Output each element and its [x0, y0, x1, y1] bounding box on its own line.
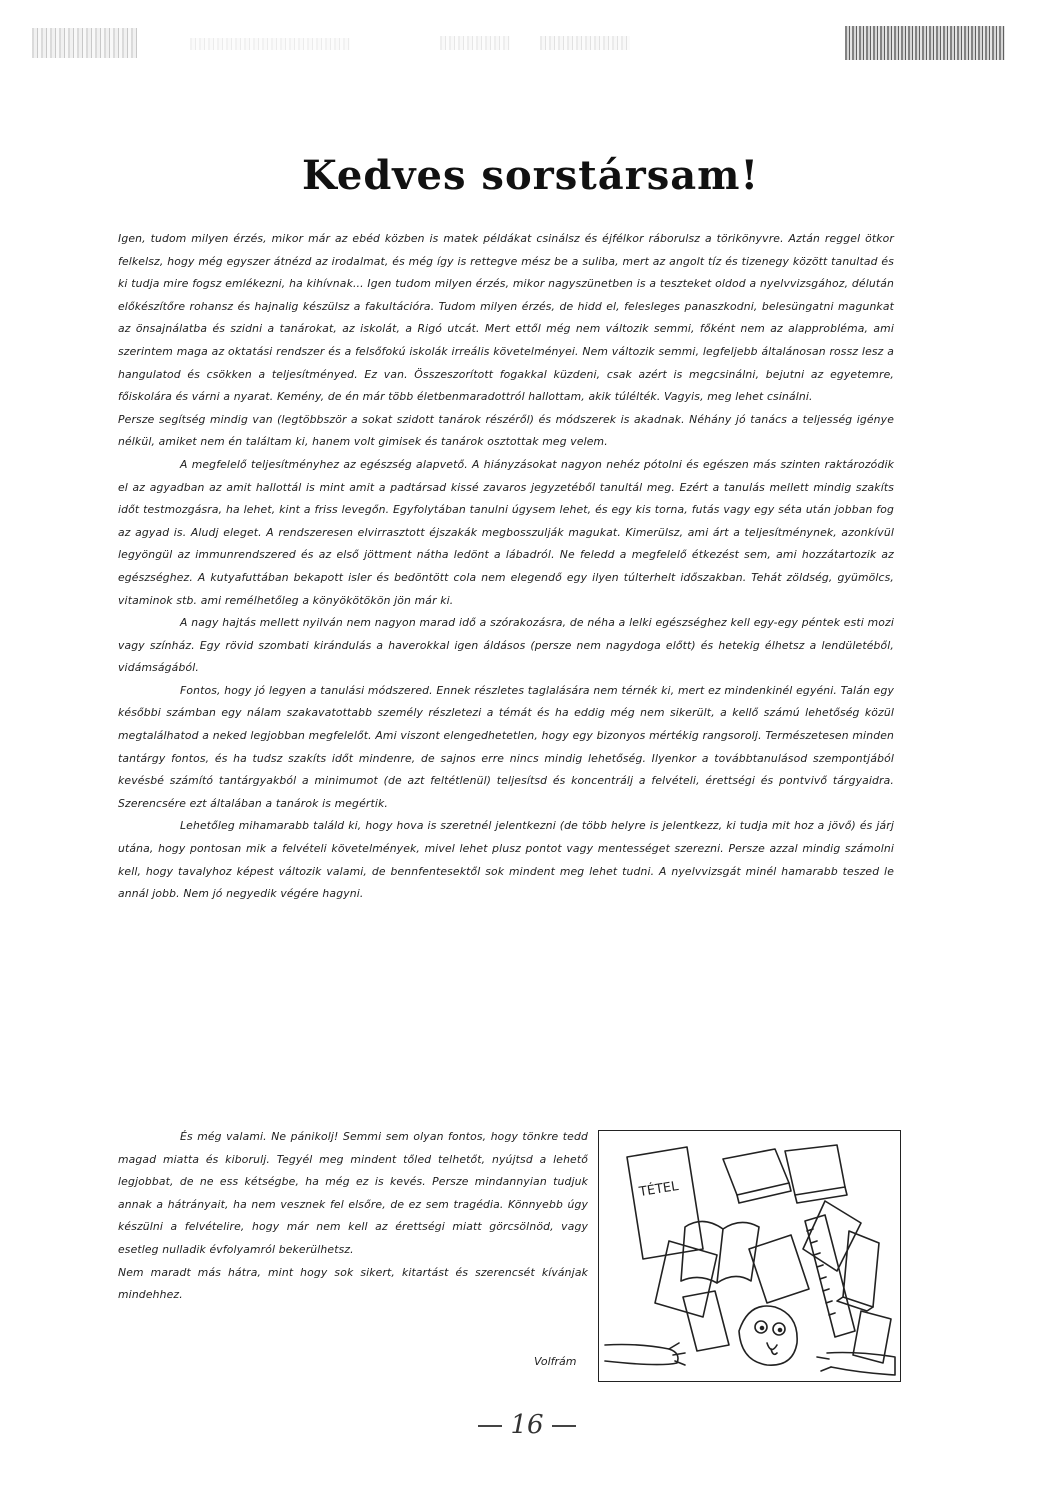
closing-section [118, 1126, 588, 1307]
article-paragraph: Igen, tudom milyen érzés, mikor már az ebéd közben is matek példákat csinálsz és éjfélkor ráborulsz a törikönyvre. Aztán reggel ötkor felkelsz, hogy még egyszer átnézd az irodalmat, és még így is rettegve mész be a suliba, mert az angolt tíz és tizenegy között tanultad és ki tudja mire fogsz emlékezni, ha kihívnak... Igen tudom milyen érzés, mikor nagyszünetben is a teszteket oldod a nyelvvizsgához, délután előkészítőre rohansz és hajnalig készülsz a fakultációra. Tudom milyen érzés, de hidd el, felesleges panaszkodni, belesüngatni magunkat az önsajnálatba és szidni a tanárokat, az iskolát, a Rigó utcát. Mert ettől még nem változik semmi, főként nem az alapprobléma, ami szerintem maga az oktatási rendszer és a felsőfokú iskolák irreális követelményei. Nem változik semmi, legfeljebb általánosan rossz lesz a hangulatod és csökken a teljesítményed. Ez van. Összeszorított fogakkal küzdeni, csak azért is megcsinálni, bejutni az egyetemre, főiskolára és várni a nyarat. Kemény, de én már több életbenmaradottról hallottam, akik túlélték. Vagyis, meg lehet csinálni. [118, 232, 894, 404]
scan-artifact [440, 36, 510, 50]
dash-decoration [478, 1425, 502, 1427]
scan-artifact [845, 26, 1005, 60]
cartoon-illustration [598, 1130, 901, 1382]
scan-artifact [32, 28, 137, 58]
page-number: 16 [510, 1410, 544, 1440]
article-paragraph: A nagy hajtás mellett nyilván nem nagyon marad idő a szórakozásra, de néha a lelki egészséghez kell egy-egy péntek esti mozi vagy színház. Egy rövid szombati kirándulás a haverokkal igen áldásos (persze nem nagydoga előtt) és hetekig élhetsz a lendületéből, vidámságából. [118, 616, 894, 675]
article-body [118, 228, 894, 906]
tetel-label: TÉTEL [638, 1179, 680, 1201]
scan-artifact [540, 36, 630, 50]
scan-artifact [190, 38, 350, 50]
tetel-paper [627, 1147, 703, 1259]
article-paragraph: A megfelelő teljesítményhez az egészség alapvető. A hiányzásokat nagyon nehéz pótolni és egészen más szinten raktározódik el az agyadban az amit hallottál is mint amit a padtársad kissé zavaros jegyzetéből tanultál meg. Ezért a tanulás mellett mindig szakíts időt testmozgásra, ha lehet, kint a friss levegőn. Egyfolytában tanulni úgysem lehet, és egy kis torna, futás vagy egy séta után jobban fog az agyad is. Aludj eleget. A rendszeresen elvirrasztott éjszakák megbosszulják magukat. Kimerülsz, ami árt a teljesítménynek, azonkívül legyöngül az immunrendszered és az első jöttment nátha ledönt a lábadról. Ne feledd a megfelelő étkezést sem, ami hozzátartozik az egészséghez. A kutyafuttában bekapott isler és bedöntött cola nem elegendő egy ilyen túlterhelt időszakban. Tehát zöldség, gyümölcs, vitaminok stb. ami remélhetőleg a könyökötökön jön már ki. [118, 457, 894, 607]
author-signature: Volfrám [534, 1355, 577, 1368]
stressed-student-books-drawing [599, 1131, 899, 1380]
article-paragraph: Fontos, hogy jó legyen a tanulási módszered. Ennek részletes taglalására nem térnék ki, mert ez mindenkinél egyéni. Talán egy későbbi számban egy nálam szakavatottabb személy részletezi a témát és ha eddig még nem sikerült, a kellő számú lehetőség közül megtalálhatod a neked legjobban megfelelőt. Ami viszont elengedhetetlen, hogy egy bizonyos mértékig rangsorolj. Természetesen minden tantárgy fontos, és ha tudsz szakíts időt mindenre, de sajnos erre nincs mindig lehetőség. Ilyenkor a továbbtanulásod szempontjából kevésbé számító tantárgyakból a minimumot (de azt feltétlenül) teljesítsd és koncentrálj a felvételi, érettségi és pontvivő tárgyaidra. Szerencsére ezt általában a tanárok is megértik. [118, 683, 894, 810]
page-title: Kedves sorstársam! [301, 152, 760, 199]
dash-decoration [552, 1425, 576, 1427]
closing-paragraph: És még valami. Ne pánikolj! Semmi sem olyan fontos, hogy tönkre tedd magad miatta és kiborulj. Tegyél meg mindent tőled telhetőt, nyújtsd a lehető legjobbat, de ne ess kétségbe, ha még ez is kevés. Persze mindannyian tudjuk annak a hátrányait, ha nem vesznek fel elsőre, de ez sem tragédia. Könnyebb úgy készülni a felvételire, hogy már nem kell az érettségi miatt görcsölnöd, vagy esetleg nulladik évfolyamról bekerülhetsz. [118, 1130, 588, 1256]
article-paragraph: Persze segítség mindig van (legtöbbször a sokat szidott tanárok részéről) és módszerek is akadnak. Néhány jó tanács a teljesség igénye nélkül, amiket nem én találtam ki, hanem volt gimisek és tanárok osztottak meg velem. [118, 412, 894, 449]
page-number-area [462, 1410, 592, 1440]
closing-paragraph: Nem maradt más hátra, mint hogy sok sikert, kitartást és szerencsét kívánjak mindehhez. [118, 1265, 588, 1302]
article-paragraph: Lehetőleg mihamarabb találd ki, hogy hova is szeretnél jelentkezni (de több helyre is jelentkezz, ki tudja mit hoz a jövő) és járj utána, hogy pontosan mik a felvételi követelmények, mivel lehet plusz pontot vagy mentességet szerezni. Persze azzal mindig számolni kell, hogy tavalyhoz képest változik valami, de bennfentesektől sok mindent meg lehet tudni. A nyelvvizsgát minél hamarabb teszed le annál jobb. Nem jó negyedik végére hagyni. [118, 819, 894, 901]
